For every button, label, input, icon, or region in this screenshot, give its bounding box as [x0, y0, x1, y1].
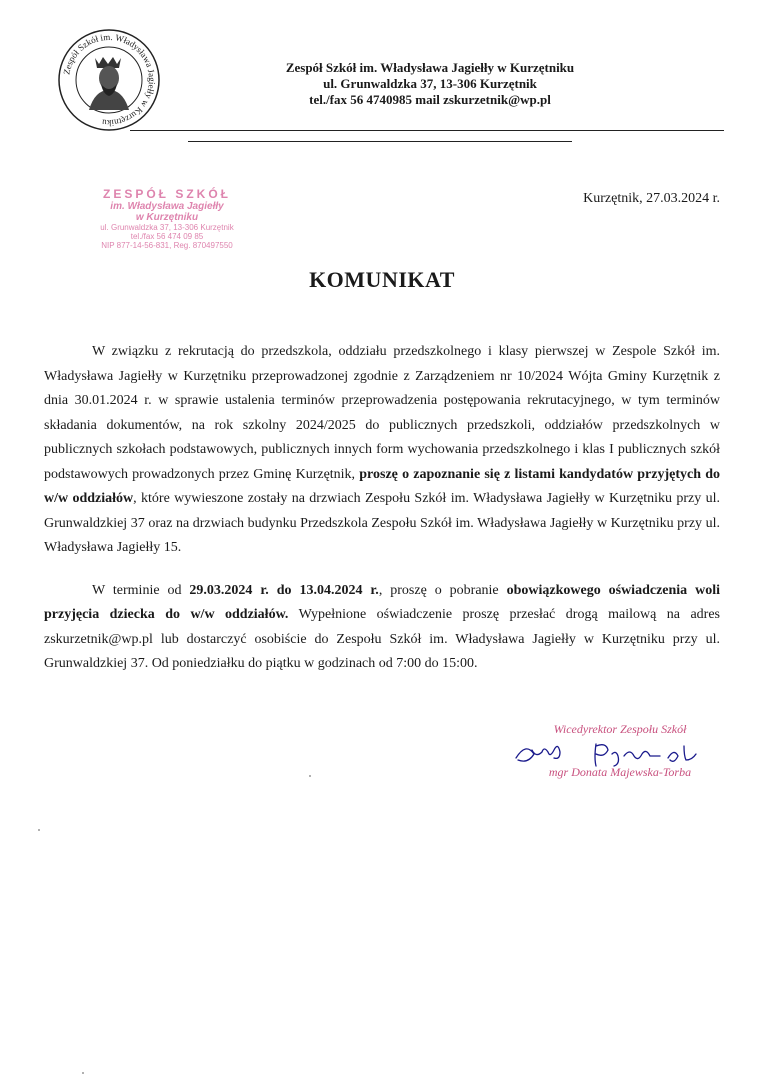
school-address: ul. Grunwaldzka 37, 13-306 Kurzętnik: [323, 76, 537, 91]
stamp-line-2: im. Władysława Jagiełły: [110, 201, 224, 212]
p1-bold-1: proszę o zapoznanie się z listami kandydatów przyjętych do w/w oddziałów: [44, 466, 720, 506]
signatory-role: Wicedyrektor Zespołu Szkół: [553, 722, 687, 736]
svg-text:Zespół Szkół im. Władysława Ja: Zespół Szkół im. Władysława Jagiełły w Kurzętniku: [61, 31, 158, 129]
document-title: KOMUNIKAT: [309, 267, 455, 292]
letterhead: [190, 60, 670, 108]
stamp-line-4: ul. Grunwaldzka 37, 13-306 Kurzętnik: [100, 223, 234, 232]
p2-bold-1: 29.03.2024 r. do 13.04.2024 r.: [189, 582, 379, 598]
header-divider-short: [188, 141, 572, 142]
paragraph-1: [44, 340, 720, 561]
handwritten-signature: [508, 736, 718, 770]
stamp-line-1: ZESPÓŁ SZKÓŁ: [102, 187, 231, 201]
paragraph-2: [44, 579, 720, 677]
school-stamp: [72, 188, 262, 250]
document-body: [44, 340, 720, 677]
p2-text-2: , proszę o pobranie: [378, 582, 507, 598]
p2-text-3: Wypełnione oświadczenie proszę przesłać drogą mailową na adres zskurzetnik@wp.pl lub dostarczyć osobiście do Zespołu Szkół im. Władysława Jagiełły w Kurzętniku przy ul. Grunwaldzkiej 37. Od poniedziałku do piątku w godzinach od 7:00 do 15:00.: [44, 607, 720, 671]
scan-speck: [309, 775, 311, 777]
p2-bold-2: obowiązkowego oświadczenia woli przyjęcia dziecka do w/w oddziałów.: [44, 582, 720, 622]
signatory-name: mgr Donata Majewska-Torba: [548, 765, 692, 779]
stamp-line-5: tel./fax 56 474 09 85: [130, 232, 204, 241]
p1-text-1: W związku z rekrutacją do przedszkola, oddziału przedszkolnego i klasy pierwszej w Zespole Szkół im. Władysława Jagiełły w Kurzętniku przeprowadzonej zgodnie z Zarządzeniem nr 10/2024 Wójta Gminy Kurzętnik z dnia 30.01.2024 r. w sprawie ustalenia terminów przeprowadzenia postępowania rekrutacyjnego, w tym terminów składania dokumentów, na rok szkolny 2024/2025 do publicznych przedszkoli, oddziałów przedszkolnych w publicznych szkołach podstawowych, publicznych innych form wychowania przedszkolnego i klas I publicznych szkół podstawowych prowadzonych przez Gminę Kurzętnik,: [44, 344, 720, 482]
school-contact: tel./fax 56 4740985 mail zskurzetnik@wp.pl: [309, 92, 551, 107]
stamp-line-3: w Kurzętniku: [135, 212, 199, 223]
p2-text-1: W terminie od: [92, 582, 190, 598]
school-seal-logo: [57, 28, 161, 132]
p1-text-2: , które wywieszone zostały na drzwiach Zespołu Szkół im. Władysława Jagiełły w Kurzętniku przy ul. Grunwaldzkiej 37 oraz na drzwiach budynku Przedszkola Zespołu Szkół im. Władysława Jagiełły w Kurzętniku przy ul. Władysława Jagiełły 15.: [44, 491, 720, 555]
stamp-line-6: NIP 877-14-56-831, Reg. 870497550: [101, 241, 233, 250]
place-and-date: Kurzętnik, 27.03.2024 r.: [583, 191, 720, 206]
scan-speck: [82, 1072, 84, 1074]
school-name: Zespół Szkół im. Władysława Jagiełły w Kurzętniku: [285, 60, 575, 75]
header-divider-long: [130, 130, 724, 131]
scan-speck: [38, 829, 40, 831]
